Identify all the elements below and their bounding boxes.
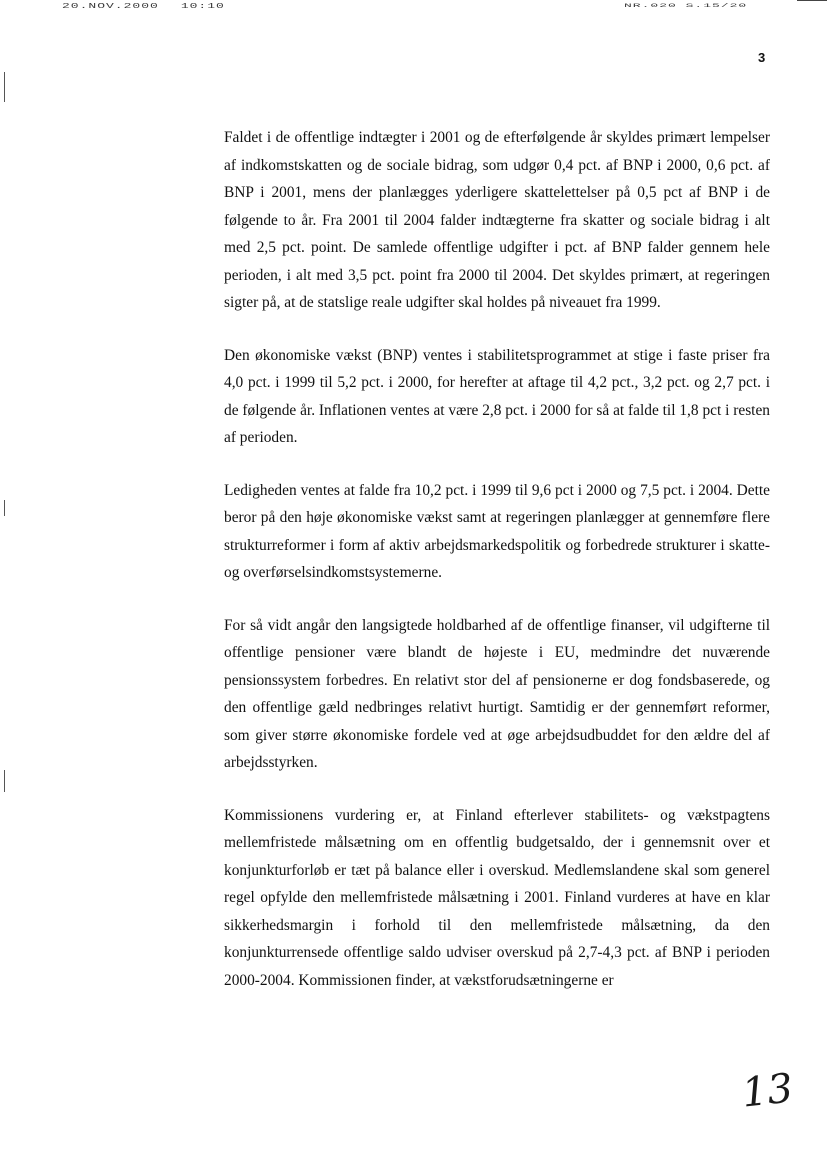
paragraph-revenue: Faldet i de offentlige indtægter i 2001 og de efterfølgende år skyldes primært lempelser af indkomstskatten og de sociale bidrag, som udgør 0,4 pct. af BNP i 2000, 0,6 pct. af BNP i 2001, mens der planlægges yderligere skattelettelser på 0,5 pct af BNP i de følgende to år. Fra 2001 til 2004 falder indtægterne fra skatter og sociale bidrag i alt med 2,5 pct. point. De samlede offentlige udgifter i pct. af BNP falder gennem hele perioden, i alt med 3,5 pct. point fra 2000 til 2004. Det skyldes primært, at regeringen sigter på, at de statslige reale udgifter skal holdes på niveauet fra 1999. — [224, 129, 770, 311]
paragraph-unemployment: Ledigheden ventes at falde fra 10,2 pct. i 1999 til 9,6 pct i 2000 og 7,5 pct. i 2004. Dette beror på den høje økonomiske vækst samt at regeringen planlægger at gennemføre flere strukturreformer i form af aktiv arbejdsmarkedspolitik og forbedrede strukturer i skatte- og overførselsindkomstsystemerne. — [224, 481, 770, 581]
fax-header — [62, 2, 225, 10]
fax-time: 10:10 — [180, 2, 225, 11]
scan-edge-mark — [4, 500, 5, 516]
fax-date: 20.NOV.2000 — [62, 2, 159, 11]
paragraph-commission-assessment: Kommissionens vurdering er, at Finland efterlever stabilitets- og vækstpagtens mellemfristede målsætning om en offentlig budgetsaldo, der i gennemsnit over et konjunkturforløb er tæt på balance eller i overskud. Medlemslandene skal som generel regel opfylde den mellemfristede målsætning i 2001. Finland vurderes at have en klar sikkerhedsmargin i forhold til den mellemfristede målsætning, da den konjunkturrensede offentlige saldo udviser overskud på 2,7-4,3 pct. af BNP i perioden 2000-2004. Kommissionen finder, at vækstforudsætningerne er — [224, 806, 770, 989]
handwritten-page-mark: 13 — [739, 1065, 796, 1117]
paragraph-sustainability: For så vidt angår den langsigtede holdbarhed af de offentlige finanser, vil udgifterne til offentlige pensioner være blandt de højeste i EU, medmindre det nuværende pensionssystem forbedres. En relativt stor del af pensionerne er dog fondsbaserede, og den offentlige gæld nedbringes relativt hurtigt. Samtidig er der gennemført reformer, som giver større økonomiske fordele ved at øge arbejdsudbuddet for den ældre del af arbejdsstyrken. — [224, 616, 770, 771]
fax-header-pages: NR.020 S.15/20 — [624, 2, 748, 9]
scan-edge-mark — [4, 770, 5, 792]
paragraph-growth: Den økonomiske vækst (BNP) ventes i stabilitetsprogrammet at stige i faste priser fra 4,0 pct. i 1999 til 5,2 pct. i 2000, for herefter at aftage til 4,2 pct., 3,2 pct. og 2,7 pct. i de følgende år. Inflationen ventes at være 2,8 pct. i 2000 for så at falde til 1,8 pct i resten af perioden. — [224, 346, 770, 446]
document-body — [224, 124, 770, 1019]
scan-edge-mark — [797, 0, 827, 1]
page-number: 3 — [758, 50, 766, 65]
scan-edge-mark — [4, 72, 5, 102]
